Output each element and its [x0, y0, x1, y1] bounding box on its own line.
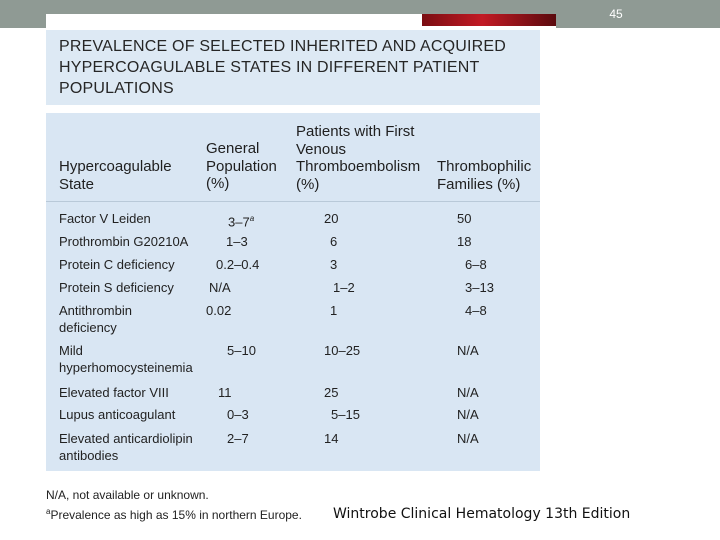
footnote-prevalence: [46, 505, 346, 522]
row-general: 5–10: [227, 343, 256, 358]
header-thrombophilic-families: Thrombophilic Families (%): [437, 158, 532, 193]
row-families: 18: [457, 234, 472, 249]
row-families: N/A: [457, 431, 479, 446]
row-families: N/A: [457, 343, 479, 358]
row-state: Lupus anticoagulant: [59, 407, 176, 422]
row-general: 11: [218, 385, 232, 400]
header-general-population: General Population (%): [206, 140, 277, 192]
row-state: Elevated factor VIII: [59, 385, 169, 400]
row-patients: 10–25: [324, 343, 361, 358]
row-state: Protein C deficiency: [59, 257, 175, 272]
row-patients: 3: [330, 257, 338, 272]
row-patients: 5–15: [331, 407, 360, 422]
row-patients: 1–2: [333, 280, 355, 295]
row-families: N/A: [457, 407, 479, 422]
row-state-continued: hyperhomocysteinemia: [59, 360, 193, 375]
row-general: 1–3: [226, 234, 248, 249]
banner-red-decoration: [422, 14, 556, 26]
row-families: 3–13: [465, 280, 494, 295]
row-families: 6–8: [465, 257, 487, 272]
row-general: 0.02: [206, 303, 232, 318]
table-title-box: [46, 30, 540, 105]
row-state: Mild: [59, 343, 83, 358]
row-patients: 25: [324, 385, 339, 400]
slide-number: 45: [609, 7, 623, 21]
footnote-marker: a: [249, 214, 255, 223]
row-patients: 14: [324, 431, 339, 446]
row-state: Prothrombin G20210A: [59, 234, 189, 249]
row-families: N/A: [457, 385, 479, 400]
footnote-na: N/A, not available or unknown.: [46, 488, 209, 502]
row-general: 0–3: [227, 407, 249, 422]
top-banner: [0, 0, 720, 28]
row-families: 4–8: [465, 303, 487, 318]
prevalence-table: [46, 113, 540, 471]
header-divider: [46, 201, 540, 202]
row-state: Antithrombin: [59, 303, 132, 318]
row-families: 50: [457, 211, 472, 226]
source-citation: Wintrobe Clinical Hematology 13th Edition: [333, 506, 631, 522]
row-state-continued: deficiency: [59, 320, 117, 335]
row-state: Elevated anticardiolipin: [59, 431, 193, 446]
footnote-prevalence-text: Prevalence as high as 15% in northern Europe.: [50, 508, 302, 522]
row-state: Factor V Leiden: [59, 211, 151, 226]
header-first-vte-patients: Patients with First Venous Thromboembolism (%): [296, 123, 421, 193]
row-general: N/A: [209, 280, 231, 295]
table-title: PREVALENCE OF SELECTED INHERITED AND ACQUIRED HYPERCOAGULABLE STATES IN DIFFERENT PATIENT POPULATIONS: [59, 38, 507, 97]
row-state: Protein S deficiency: [59, 280, 174, 295]
row-general: 3–7$^a$: [228, 214, 255, 230]
row-patients: 20: [324, 211, 339, 226]
row-patients: 6: [330, 234, 338, 249]
header-hypercoagulable-state: Hypercoagulable State: [59, 158, 172, 193]
row-general: 2–7: [227, 431, 249, 446]
row-general: 0.2–0.4: [216, 257, 260, 272]
footnote-marker: a: [46, 507, 51, 516]
row-state-continued: antibodies: [59, 448, 119, 463]
row-patients: 1: [330, 303, 338, 318]
